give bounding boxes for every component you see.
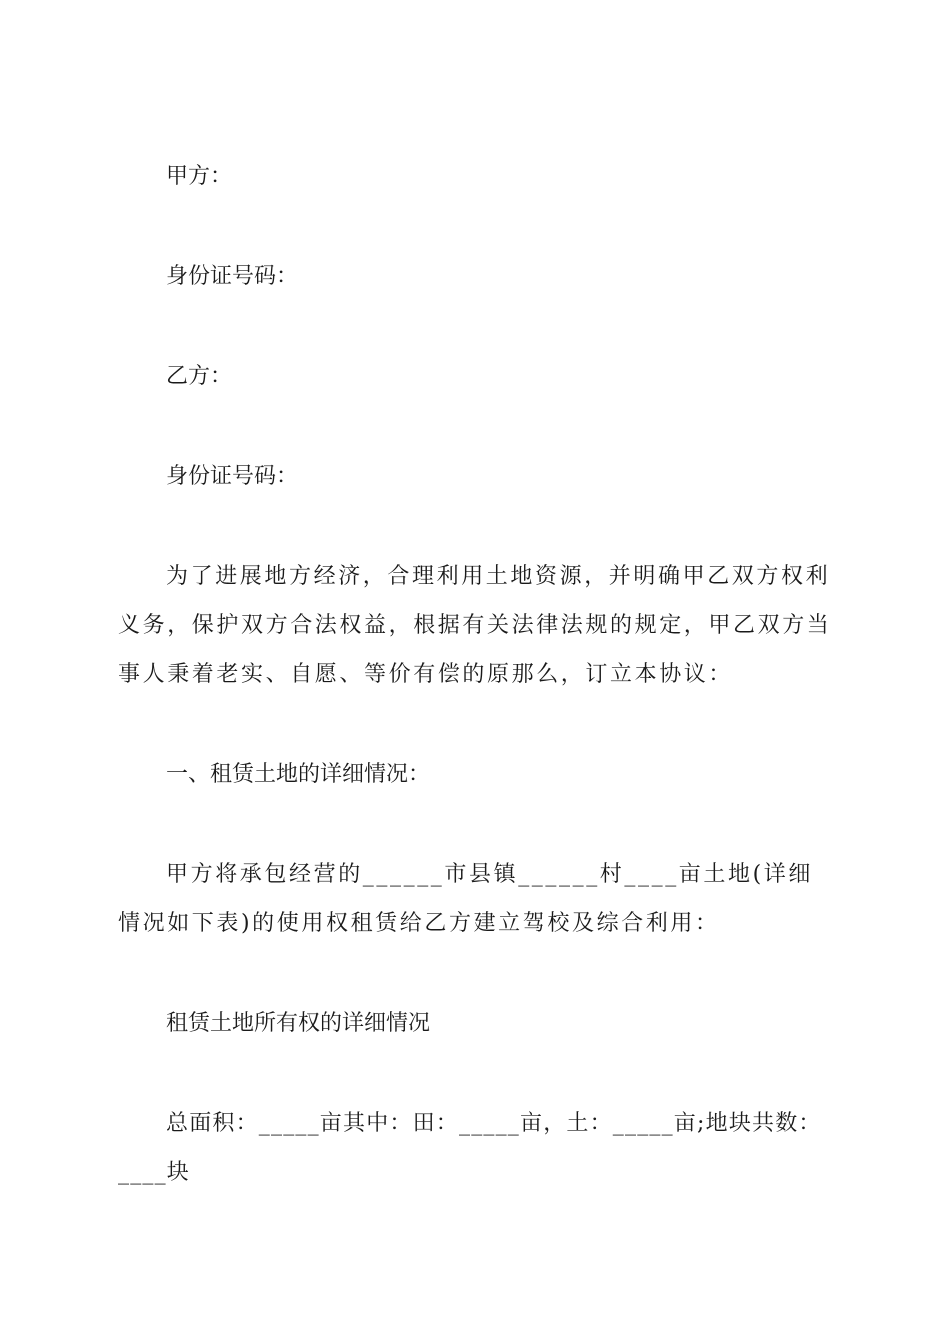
preamble-paragraph: 为了进展地方经济，合理利用土地资源，并明确甲乙双方权利义务，保护双方合法权益，根据有关法律法规的规定，甲乙双方当事人秉着老实、自愿、等价有偿的原那么，订立本协议： (118, 564, 832, 687)
party-a-label: 甲方： (166, 164, 233, 189)
party-b-label: 乙方： (166, 364, 233, 389)
section-1-body: 甲方将承包经营的______市县镇______村____亩土地(详细情况如下表)的使用权租赁给乙方建立驾校及综合利用： (118, 862, 813, 936)
ownership-heading: 租赁土地所有权的详细情况 (166, 1011, 431, 1036)
section-1-heading: 一、租赁土地的详细情况： (166, 762, 431, 787)
area-line: 总面积：_____亩其中：田：_____亩，土：_____亩;地块共数：____块 (118, 1111, 822, 1185)
party-a-id-label: 身份证号码： (166, 264, 299, 289)
party-b-id-label: 身份证号码： (166, 464, 299, 489)
